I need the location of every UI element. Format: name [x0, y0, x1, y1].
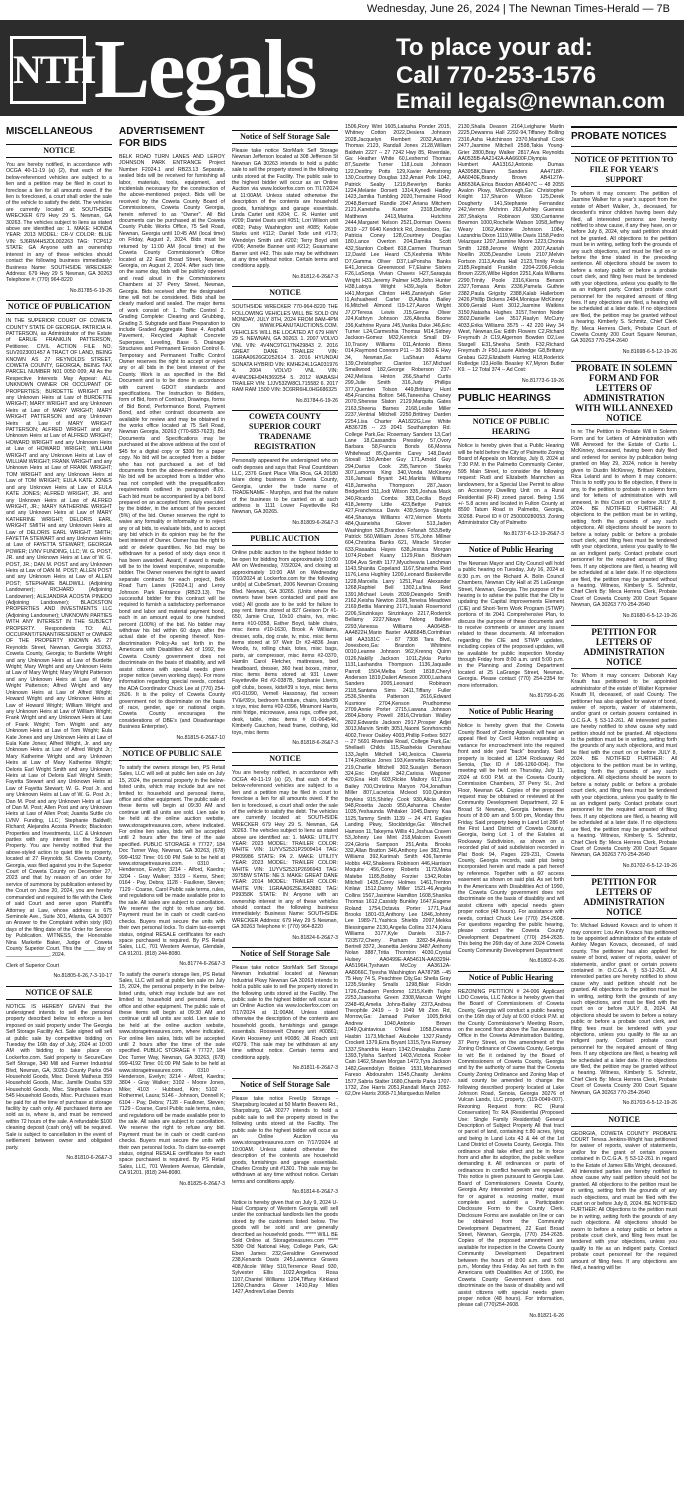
- column-4: [345, 124, 451, 1504]
- notice-body: 2130,Shaila Deason 2164,Leighane Martin 2225,Dewanna Hall 2292-94,Tiffaney Bolling 2316,Asha Hutchinson 2370,Marshall Cook 2477,Jasmine Mitchell 2598,Takia Young-Grier 2800,Bray Walker 2817,Ava Reynolds AA0535B-AA2142A-AA6600F,Olympia Humbert AA1316J,Antonio Dumas AA3958K,Diann Sanders AA4718P- AA6040E,Brandy Brown AB4127A-AB6536A,Erica Braxton AB6407C -- 48 2055 Avalon Pkwy, McDonough,Ga: Christopher Knight 117,Sharon Wilson 125,Derek Dougherty 141,Stephanie Fernandez 242,Vernon Mchrinn 263,Ashley Gueness 287,Shakyra Robinson 930,Carrianne Bowmon 1000,Rochelle Watson 1058,Jeffrey Weary 1062,Antoine Johnson 1084, Lazandria Dixon 1119,Willie Davis 1158,Pedro Velazquez 1207,Jasmine Moore 1223,Chonia Smith 1288,Jerome Wright 2007,Azariah Noellin 2035,Deandre Lewis 2107,Melvin Fortson 2113,Andra Hall 2123,Trinity Poole 2185,Reginald Franklin 2204-2206,Felicia Brown 2226,Wilbe Higdon 2251,Kala Williams 2290,Trinity Poole 2316,Kierra Benson 2327,Tomasa Amis 2336,Pamela Guthrie 2382,Paula Grigsby 2388,Kalab Hallerbom 2426,Phillip Dickens 2484,Monique McKinney 3009,Gerald Hunt 3012,Jasmine Watkins 3150,Natasha Hughes 3157,Trenton Noder 3502,Danielle Lee 3517,Raslyn McCurry 4033,Erika Williams 3575 -- 42 220 Hwy 34 West, Newnan,Ga: Edith Flowers C2,Richard Freymuth Jr C19,Algernon Bowden D2,Lee Stargell E31,Shesha Smith F32,Richard Freymuth Jr F50,Laurie Aldredge G8,Brittany Grabau G22,Elizabeth Harring H18,Roderick Rutledge I23,Hollis Beasley K7,Myron Butler K9. -- 12 Total 374 -- Ad Cost:: [458, 124, 564, 374]
- column-1: [6, 124, 112, 1504]
- notice-title: NOTICE: [6, 144, 112, 158]
- notice-body: Please take notice StorMark Self Storage Newnan Industrial located at Newnan Industrial Pkwy Newnan GA 30263 intends to hold a public sale to sell the property stored in the following units stored at the Facility. The public sale to the highest bidder will occur as an Online Auction via www.lockerfox.com on 7/17/2024 at 11:00AM. Unless stated otherwise the description of the contents are household goods, furnishings and garage essentials. Roosevelt Chaney unit #00861; Kevin Hooseney unit #0086; Jill Roach unit #0279. This sale may be withdrawn at any time without notice. Certain terms and conditions apply.: [232, 965, 338, 1061]
- notice-body: You are hereby notified, in accordance with OCGA 40-11-19 (a) (2), that each of the below-referenced vehicles are subject to a lien and a petition may be filed in court to foreclose a lien for all amounts owed. If the lien is foreclosed, a court shall order the sale of the vehicle to satisfy the debt. The vehicles are currently located at: SOUTHSIDE WRECKER 679 Hwy 29 S. Newnan, GA 30263. The vehicles subject to liens as stated above are identified as: 1. MAKE: HONDA YEAR: 2013 MODEL: CR-V COLOR: BLUE VIN: 5J6RM4H52DL002263 TAG: TCP612 STATE: GA Anyone with an ownership interest in any of these vehicles should contact the following business immediately: Business Name: SOUTHSIDE WRECKER Address: 679 Hwy 29 S Newnan, GA 30263 Telephone #: (770) 964-8220: [6, 162, 112, 284]
- notice-reference-number: No.81825-6-26&7-3: [179, 1180, 225, 1187]
- notice-reference-number: No.81774-6-26&7-3: [179, 961, 225, 968]
- brand-title: Legals: [94, 23, 316, 116]
- notice-reference-number: No.81811-6-26&7-3: [292, 1065, 338, 1072]
- notice-title: Notice of Self Storage Sale: [232, 1078, 338, 1092]
- page-date-line: Wednesday, June 26, 2024 | The Newnan Times-Herald — 7B: [366, 3, 670, 15]
- notice-body: Notice is hereby given that the Coweta County Board of Zoning Appeals will hear an appeal filed by Cecil Hotton requesting a variance for encroachment into the required front and side yard "back" boundary. Said property is located at 1204 Rockaway Rd Senoia, (Tax ID # 186-1260-004). The meeting will be held on Thursday, July 11, 2024 at 6:00 P.M. at the Coweta County Commission Chambers, 37 Perry St., 2nd Floor, Newnan GA. Copies of the proposed request may be obtained or reviewed at the Community Development Department, 22 E Broad St Newnan, Georgia between the hours of 8:00 am and 5:00 pm, Monday thru Friday. Said property being in Land Lot 286 of the First Land District of Coweta County, Georgia, being Lot 1 of the Estates at Rockaway Subdivision, as shown on a recorded plat of said subdivision recorded in Plat Book 94, Pages 229-231, Coweta County, Georgia records, said plat being incorporated herein and made a part hereof by reference. Together with a 60' access easement as shown on said plat. As set forth in the Americans with Disabilities Act of 1990, the Coweta County government does not discriminate on the basis of disability and will assist citizens with special needs given proper notice (48 hours). For assistance with needs, contact Chuck Lee (770) 254-2608. For questions regarding the public hearing, please contact the Coweta County Development Department (770) 254-2635. This being the 26th day of June 2024 Coweta County Community Development Department: [458, 723, 564, 954]
- notice-title: Notice of Public Hearing: [458, 543, 564, 557]
- notice-body: Notice is hereby given that a Public Hearing will be held before the City of Palmetto Zoning Board of Appeals on Monday, July 8, 2024 at 7:30 P.M. in the Palmetto Community Center, 595 Main Street, to consider the following request: Rudi and Elizabeth Mannchen as landowners, for a Special Use Permit to allow an Accessory Dwelling Unit on a Rural Residential (R-R) zoned parcel. Being 1.56 +/- 5.8 acres and located in Fulton County at 8590 Tatum Road in Palmetto, Georgia, 30268. Parcel ID # 07 250000280053. Zoning Administrator City of Palmetto: [458, 443, 564, 527]
- column-6: [571, 124, 677, 1504]
- notice-title: Notice of Public Hearing: [458, 971, 564, 985]
- column-5: [458, 124, 564, 1504]
- notice-reference-number: No.81818-6-26&7-3: [292, 740, 338, 747]
- notice-reference-number: No.81802-6-26: [529, 958, 564, 965]
- notice-title: COWETA COUNTY SUPERIOR COURT TRADENAME REGISTRATION: [232, 410, 338, 454]
- brand-logo: [10, 23, 328, 116]
- notice-body: REZONING PETITION # 24-006 Applicant LDO Coweta, LLC Notice is hereby given that the Board of Commissioners of Coweta County, Georgia will conduct a public hearing on the 16th day of July at 6:00 o'clock P.M. at the County Commissioner's Meeting Room, on the second floor above the Tax Assessors Office in the Coweta Administration Building, 37 Perry Street, on the amendment of the Zoning Ordinance of Coweta County, Georgia to wit: Be it ordained by the Board of Commissioners of Coweta County, Georgia and by the authority of same that the Coweta County Zoning Ordinance and Zoning Map of said county be amended to change the following described property located at Lake Johnson Road, Senoia, Georgia 30276 of Vulcan Lands, LLC property. (119-0049-007). Rezoning Request from: RC (Rural Conservation) To: RA (Residential (Proposed Use: Single Family Residential) General Description of Subject Property All that tract or parcel of land, containing ±.80 acres, lying and being in Land Lots 43 & 44 of the 1st Land District of Coweta County, Georgia. This ordinance shall take effect and be in force from and after its adoption, the public welfare demanding it. All ordinances or parts of ordinances in conflict herewith are repealed. This notice is given pursuant to Georgia Law. Board of Commissioners Coweta County, Georgia Any interested person may appear for or against a rezoning matter, must complete and submit a Participation Disclosure Form to the County Clerk. Disclosure Forms are available on line or can be obtained from the Community Development Department, 22 East Broad Street, Newnan, Georgia, (770) 254-2635. Copies of the proposed amendment are available for inspection in the Coweta County Community Development Department between the hours of 8:00 a.m. and 5:00 p.m., Monday thru Friday. As set forth in the Americans with Disabilities Act of 1990, the Coweta County Government does not discriminate on the basis of disability and will assist citizens with special needs given proper notice (48 hours). For information, please call (770)254-2608.: [458, 988, 564, 1309]
- brand-letters: NTH: [10, 36, 86, 104]
- notice-body: 1506,Rory Wint 1605,Latasha Ponder 2015, Whitney Cotton 2022,Desiera Johnson 2028,Jacquelyn Rembert 2032,Autumn Thomas 2123, Randall Jones 2128,William Baldwin 2227 -- 27 7242 Hwy 85, Riverdale, Ga: Heather White 60,Leshernd Thomas 87,Suzette Turner 118,Louis Johnson 122,Destiny Potts 129,Xavier Armstrong 130,Courtney Douglas 132,Amari Polk 1042, Patrick Seaby 1219,Beverlyn Banks 1224,Melanie Dorsett 1314,Kynedi Hadley 1423,Jamika Tumbling 2020,Tremaine Flood 2048,Bernard Randle 2047,Ariana Mitchem 2121,Kaneisha Kurner 2318,Destiny Matthews 2413,Marina Hutchins 2444,Margaret Nelson 2521,Dorman Owens 2619 --27 6640 Kendrick Rd, Jonesboro, Ga: Patricia Coney 128,Courtney Douglas 180,Lance Overton 204,Damika Scott 432,Stanton Colbert 818,Carmen Thurman 12,David Lee Heard C5,Keshmia White D7,Gamma Oliver D37,LaPonsha Banks E41,Jonecia Greenwood F7,Elaine Sisters F26,LaSonja Vivian Chaves H27,Saraquia Wright H31,Jeremy Palmer H35,John Hunter H38,Latoya Wright H39,Jayla Bolton H41,Morgan Clinton H45,Zaniviyah Grier I1,Ashuaheed Carter I3,Alisha Bailey I6,Mitchell Almond I19-127,Aaron Wright J7,O'Teresa Lewis J15,Genna Oliver J24,Kathryn Johnson J26,Allesha Boone J36,Kathrine Ryans J45,Vanika Duke J46,Eric Turner L24,Carmeshia Thomas M14,Sidney Jackson-Gomez M32,Kenrick Small D9-10,Tracey Williams 011,Antonio Binns 014,Raymond Connors P11 -- 36 3903 E Hwy 34, Newnan,Ga: LaShaun Adams 139,Christopher Clanton 167,Michael Smallwood 182,George Roberson 237-242,Melissa Hinton 266,Sharhd Curtis 299,Julie Smith 316,Judy Phillips 377,Quenten Tolson 449,Brittany Hunt 454,Francina Bolton 546,Taneesha Chaney 2070,Sherese Slaton 2129,Marquita Gates 2163,Sheena Barnes 2168,Leslie Miller 2237,Ventrial Mitchell 2250,Brittney Darden 2254,Lisa Charter AA1822G,Lee White AB3672B -- 23 2041 Southampton Rd. College Park,Ga: Rosemary Sanders 13,Carl Lane 18,Cassandra Pressley 57,Ovory Barbara 58,Francis Bonds 66,Monna Whitehead 85,Quentin Carey 148,David Stovall 150,Amber Guy 171,Arnold Guy 294,Darius Cook 295,Tamron Staeks 307,Lamorris King 340,Vonda McKinney 316,Jamaal Bryant 341,Markita Williams 418,Jamesha Thompson 287,Jason Bridgeford 311,Jodi Wilson 335,Joshua Mack 340,Ricardo Combs 383,Cecilia Boyd 418,Jeremy Little 423,Bettye Patrick 427,Franchesca Davis 439,Sonya Straight 464,Shanaya Williams 472,Vernon Morris 484,Quaneisha Glover 513,Jaden Washington 526,Brandon Fofanah 553,Betty Patrick 560,William Jones 576,John Millner 604,Christina Banks 621, Miracle Strozier 633,Rasaaba Hayes 638,Jessica Morgan 1074,Robert Kuany 1129,Rian Bickham 1094,Ava Smith 1177,Myucheavia Lanchman 1143,Shanita Copeland 1167,Shanetha Reid 1176,Lena Hughley 1200,Leonard Baskerville 1228,Marcella Larry 1251,Paul Alexander 1268,Raphiel Bell 1302,La'tina Reid 1391,Michael Lewis 2039,Deangelo Smith 2162,Keisha Newton 2168,Teneisa Meadows 2169,Bettia Manning 2171,Isaiah Rosemond 2206,Sinzinkayo Sinzinkayo 2217,Roderick Bellamy 2227,Nkaye Ndong Baldee 2293,Vanessa Williams AA0645B-AA4822H,Mario Baxter AA8684B,Corinthian Hill AA3181C -- 87 7308 Tara Blvd, Jonesboro,Ga: Brandon Whitmire 0010,Leanne Johnson 962,Krennq Quinn 0126,Nakilly Jackson 1011,Zykia Parks 1131,Lashandra Thompson 1136,Jaqualle Parrott 1504,Melba Scott 1818,Cheryl Anderson 1819,Daliert Ameson 2000,Lashara Sanders 2005,Leonard Robinson 2118,Santana Sims 2411,Tiffany Fuller 2536,Shenita Patterson 2616,Edward Kusmore 2704,Kenson Prudhomme 2709,Annie Porter 2715,Lawana Johnson 2804,Ebony Powell 2816,Christian Walley 2822,Edwards Jackson 2917,Prosper Adjei 3013,Marvin Smith 3051,Naomi Sonrhoncmb 4002,Trevor Oakley 4003,Phillip Forbes 5027 -- 27 5691 Riverdale Road, College Park,Ga: Shellaeli Childs 115,Rashekia Crenshaw 133,Jaylin Mitchell 140,Jesicca Claveria 174,Rodrikus Jones 193,Kennetta Robertson 219,Charlie Mitchell 302,Susalyn Benson 324,Eric Onyilabi 342,Carissa Wagoner 420,Ena Holt 603,Rickie Mallory 617,Lisa Bailey 700,Christina Maryon 704,Jonathan Miller 807,Lacretcia Mcleod 910,Quinton Boykins 915,Shirley Cook 930,Alicia Allen 948,Rosetta Jacob 950,Ashanna Chester 1035,Yeshaunda Whitaker 1045,Danny Kaa 1125,Tammy Smith 1139 -- 24 471 Eagles Landing Pkwy, Stockbridge,Ga: Winchell Hamson 11,Takeyma Willis 41,Joshua Craven 53,Johnny Lee Mint 218,Malcom Everett 224,Gloria Sampson 251,Anita Brooks 332,Allan Bratton 346,Anthony Lee 382,Irma Williams 392,Karimah Smith 436,Tammie Hobbs 442,Shakeera Robinson 446,Harrison Moquire 456,Corey Roberts 1173,Maka Matebe 1185,Bobby Forzier 1342,Robin Mitchell 1435,Corey Holmes 1461,Trenton Kinlaw 1512,Danny Miller 1521-46,Angela Collins 1567,Jasmine Hamilton 1608,Shanika Thomas 1612,Cassidy Bunkley 1647,Eugene Roland 1754,Octavia Porter 1771,Paul Brooks 1801-03,Anthony Lee 1846,Johnny Lee 1989-71,Yashica Shields 2097,Mekka Blessingame 2130,Angelia Collins 3174,Kiara Williams 3177,Kyle Daniels 318-7-72/3572,Cherry Parham 3282-84,Alesia Bertrell 3372, Jeanettia Jenkins 3487,Anthony Nolan 3887,Tritia Thornton 4030,Crystal Hulsey AA0499E-AA5461N-AA9329H-AA5196H,Tyshawn McCoy AA3612A-AA8066C,Tiyesha Washington AA7879B --45 75 Hwy 74 S, Peachtree City,Ga: Sheila Gray 1235,Stanley Smalls 1298,Blair Ficklin 1726,Chaduen Perdomo 1215,Keith Taylor 2253,Juanesha Green 2308,Marcus Wright 2348-49,Amelia Johns-Bailey 2373,Andrea Theophile 2419 -- 9 1049 Mt Zion Rd, Morrow,Ga: Jamaad Parker 1005,Brikii Andrew 1040,Antonio Brown 1049,Quintavious O'Neal 1058,Deanna Hasbin 1173,Michael Akuboke 1327,Randy Crockett 1379,Ezra Bryant 1315,Tyra Ramsey 1337,Shandria Hearn 1342,Omalajiba Zamir 1393,Tylisha Sanford 1403,Victoria Rooker Cain 1462,Shawn Morgan 1472,Tyra Jackson 1482,Gwendolyn Bolden 1531,Mohammed Fareso Abdourahm 1545,Chasity Jenkins 1577,Sabria Stalter 1680,Chantis Parks 1707-1732, Zoe Harris 2051,Randall March 2052-62,Dre Harris 2068-71,Marquedus Mellon: [345, 124, 451, 1098]
- notice-body: Notice is hereby given that on July 9, 2024 U-Haul Company of Western Georgia will sell under the contractual landlords lien the goods stored by the customers listed below. The goods will be sold and are generally described as household goods. ***** WILL BE Sold Online at Storagetreasures.com ***** 5390 Old National Hwy, College Park, GA: Eben James 232,Geraldine Greenwood 238,Kenards Davis 245,Lawrence Graves 408,Nicole Wiley 510,Terrence Read 930, Sylvester Ellis 1022,Angelica Rosa 1107,Chantel Williams 1204,Tiffany Kirkland 1260,Chandra Glover 1410,Ray Miles 1427,Andrew'Lelae Dennis: [232, 1199, 338, 1296]
- notice-reference-number: No.81703-6-5-12-19-26: [622, 1100, 677, 1107]
- section-heading: PUBLIC HEARINGS: [458, 388, 564, 409]
- notice-body: BELK ROAD TURN LANES AND LEROY JOHNSON PARK ENTRANCE Project Number F2024.1 and RB23.13 Separate, sealed bids will be received for furnishing all labor, materials, tools, equipment, and incidentals necessary for the construction of the above-mentioned project. Bids will be received by the Coweta County Board of Commissioners, Coweta County Georgia, herein referred to as "Owner". All Bid documents can be purchased at the Coweta County Public Works Office, 75 Sell Road, Newnan, Georgia until 10:45 AM (local time) on Friday, August 2, 2024. Bids must be returned by 11:00 AM (local time) at the Coweta County Commissioner's Office located at 22 East Broad Street, Newnan, Georgia, on August 2, 2024. After such time on the same day, bids will be publicly opened and read aloud in the Commissioners Chambers at 37 Perry Street, Newnan, Georgia. Bids received after the designated time will not be considered. Bids shall be clearly marked and sealed. The major items of work consist of: 1. Traffic Control 2. Grading Complete: Clearing and Grubbing, Grading 3. Subgrade and Base Preparation to include Graded Aggregate Base 4. Asphalt Pavement, Recycled Asphalt Concrete Superpave, Leveling, Base 5. Drainage Structures and Permanent Erosion Control 6. Temporary and Permanent Traffic Control Owner reserves the right to accept or reject any or all bids in the best interest of the County. Work is as specified in the Bid Document and is to be done in accordance with current GDOT standards and specifications. The Instruction to Bidders, form of Bid, form of Contract, Drawings, forms of Bid Bond, Performance Bond, Payment Bond, and other contract documents are available for review and may be obtained in the works office located at 75 Sell Road, Newnan Georgia, 30263 (770-683-7623). Bid Documents and Specifications may be purchased at the above address at the cost of $45 for a digital copy or $300 for a paper copy. No bid will be accepted from a bidder who has not purchased a set of bid documents from the above-mentioned office. No bid will be accepted from a bidder who has not complied with the prequalification requirements outlined in paragraph 8.01. Each bid must be accompanied by a bid bond prepared on an accepted form, duly executed by the bidder, in the amount of five percent (5%) of the bid. Owner reserves the right to waive any formality or informality or to reject any or all bids, to evaluate bids, and to accept any bid which in its opinion may be for the best interest of Owner. Owner has the right to add or delete quantities. No bid may be withdrawn for a period of sixty days once it has been awarded. Award, if award is made, will be to the lowest responsive, responsible bidder. The Owner reserves the right to award separate contracts for each project, Belk Road Turn Lanes (F2024.1) and Leroy Johnson Park Entrance (RB23.13). The successful bidder for this contract will be required to furnish a satisfactory performance bond and labor and material payment bond, each in an amount equal to one hundred percent (100%) of the bid. No bidder may withdraw his bid within 60 days after the actual date of the opening thereof. Non-discrimination Policy-As set forth in the Americans with Disabilities Act of 1992, the Coweta County government does not discriminate on the basis of disability, and will assist citizens with special needs given proper notice (seven working days). For more information regarding special needs, contact the ADA Coordinator Chuck Lee at (770) 254-2626. It is the policy of Coweta County government not to discriminate on the basis of race, gender, age or national origin. Coweta County encourages the considerations of DBE's (and Disadvantage Business Enterprise).: [119, 154, 225, 731]
- section-heading: ADVERTISEMENT FOR BIDS: [119, 126, 205, 149]
- notice-title: NOTICE: [232, 752, 338, 766]
- notice-body: To satisfy the owners storage lien, PS Retail Sales, LLC will sell at public lien sale on July 15, 2024, the personal property in the below-listed units, which may include but are not limited to: household and personal items, office and other equipment. The public sale of these items will begin at 09:30 AM and continue until all units are sold. Lien sale to be held at the online auction website, www.storagetreasures.com, where indicated. For online lien sales, bids will be accepted until 2 hours after the time of the sale specified. PUBLIC STORAGE # 77727, 184 Doc Turner Way, Newnan, GA 30263, (678) 999-4192 Time: 01:00 PM Sale to be held at www.storagetreasures.com. 0310 - Henderson, Evelyn; 3214 - Alford, Kaedra; 3204 - Gray Walker; 3319 - Kerns, Sheri; 0164 - Pay, Debra; 1128 - Faulkner, Steven; 7129 - Coarse, Carol Public sale terms, rules, and regulations will be made available prior to the sale. All sales are subject to cancellation. We reserve the right to refuse any bid. Payment must be in cash or credit card-no checks. Buyers must secure the units with their own personal locks. To claim tax-exempt status, original RESALE certificates for each space purchased is required. By PS Retail Sales, LLC, 701 Western Avenue, Glendale, CA 91201. (818) 244-8080.: [119, 764, 225, 957]
- notice-title: NOTICE: [232, 286, 338, 300]
- notice-body: SOUTHSIDE WRECKER 770-964-8220 THE FOLLOWING VEHICLES WILL BE SOLD ON MONDAY, JULY 8TH, 2024 FROM 8AM-4PM ON WWW.PEANUTAUCTIONS.COM. VEHICLES WILL BE LOCATED AT 679 HWY 29 S. NEWNAN, GA 30263. 1. 2007 VOLVO VNL VIN: 4V4NC9TG17N429843 2. 2016 GREAT DANE TRAILER VIN: 1GRAA0626GD252614 3. 2016 HYUNDAI SONATA HYBRID VIN: KMHE24L1GA031976 4. 2004 VOLVO VNL VIN: 4V4NC9EH94N369254 5. 2012 WABASH TRAILER VIN: 1JJV532W8CL715582 6. 2017 RAM RAM 1500 VIN: 3C6RR6HL0HG686325: [232, 304, 338, 394]
- notice-reference-number: No.81702-6-5-12-19-26: [622, 862, 677, 869]
- section-heading: PROBATE NOTICES: [571, 126, 677, 147]
- notice-reference-number: No.81815-6-26&7-10: [176, 734, 225, 741]
- notice-reference-number: No.81809-6-26&7-3: [292, 519, 338, 526]
- notice-title: NOTICE OF PUBLICATION: [6, 300, 112, 314]
- notice-reference-number: No.81773-6-19-26: [521, 377, 564, 384]
- notice-body: Online public auction to the highest bidder to be open for bidding from approximately 10:00 AM on Wednesday, 7/3/2024, and closing at approximately 10:00 AM on Wednesday 7/10/2024 at Lockerfox.com for the following unit(s) at CubeSmart, 2006 Newnan Crossing Blvd. Newnan, GA 30265. (Units where the owners have been contacted and paid are void.) All goods are to be sold for failure to pay rent. Items stored at 827 Greison Dr #1-650, Jamie Cruz, 10x10 chairs, tvs, misc items #10-0358, Esther Boyd, table chairs, misc items #10-1630, Brook A Williams, dresser, sofa, dog crate, tv, misc. misc items items stored at 97 Weir Dr #2-4836 Jean Woods, tv, rolling chair, totes, misc bags, parts, air compressor, misc items #2-0370, Hamlin Carol Fletcher, mattresses, bed headboard, dresser, 360 heat boxes, mirror, misc items items stored at 931 Lower Fayetteville Rd #2-0387B, Stephanie Livers, golf clubs, boxes, kids#39 s toys, misc items #01-01090, Vernell Hassonay, flat screen TV&#39;s, bedroom furniture, chairs, kids#39 s toys, misc items #02-0396, Miramont Harris, mini fridge, microwave, area rugs, coffee pot, desk, table, misc items # 01-06454K, Kimberly Cauchon, head frame, clothing, kid toys, misc items: [232, 550, 338, 736]
- notice-body: GEORGIA, COWETA COUNTY PROBATE COURT Teresa Jenkins-Wright has petitioned for waiver of reports, waiver of statements, and/or for the grant of certain powers contained in O.C.G.A. § 53-12-261 in regard to the Estate of James Ellis Wright, deceased. All interested parties are hereby notified to show cause why said petition should not be granted. All objections to the petition must be in writing, setting forth the grounds of any such objections, and must be filed with the court on or before July 8, 2024. BE NOTIFIED FURTHER: All Objections to the petition must be in writing, setting forth the grounds of any such objections. All objections should be sworn to before a notary public or before a probate court clerk, and filing fees must be tendered with your objections, unless you qualify to file as an indigent party. Contact probate court personnel for the required amount of filing fees. If any objections are filed, a hearing will be: [571, 1130, 677, 1272]
- notice-reference-number: No.81814-6-26&7-3: [292, 1189, 338, 1196]
- notice-body: To: Michael Edward Kovacs and to whom it may concern: Lou Ann Kovacs has petitioned to be appointed administrator of the estate of Ashley Megan Kovacs, deceased, of said county. The petitioner has also applied for waiver of bond, waiver of reports, waiver of statements, and/or grant or certain powers contained in O.C.G.A. § 53-12-261. All interested parties are hereby notified to show cause why said petition should not be granted. All objections to the petition must be in writing, setting forth the grounds of any such objections, and must be filed with the court on or before JULY 8, 2024. All objections should be sworn to before a notary public or before a probate court clerk, and filing fees must be tendered with your objections, unless you qualify to file as an indigent party. Contact probate court personnel for the required amount of filing fees. If any objections are filed, a hearing will be scheduled at a later date. If no objections are filed, the petition may be granted without a hearing. Witness, Kimberly S. Schmitz, Chief Clerk By: Meca Herrera Clerk, Probate Court of Coweta County 200 Court Square Newnan, GA 30263 770-254-2640: [571, 923, 677, 1096]
- notice-body: Personally appeared the undersigned who on oath deposes and says that: Final Countdown LLC, 2376 Grant Place Villa Rica, GA 20180 is/are doing business in Coweta County, Georgia, under the trade name of TRADENAME - Murphys, and that the nature of the business to be carried on at such address is 1111 Lower Fayetteville Rd Newnan, GA 30265.: [232, 458, 338, 516]
- notice-reference-number: No.81810-6-26&7-3: [66, 1154, 112, 1161]
- notice-body: You are hereby notified, in accordance with OCGA 40-11-19 (a) (2), that each of the below-referenced vehicles are subject to a lien and a petition may be filed in court to foreclose a lien for all amounts owed. If the lien is foreclosed, a court shall order the sale of the vehicle to satisfy the debt. The vehicles are currently located at: SOUTHSIDE WRECKER 679 Hwy 29 S. Newnan, GA 30263. The vehicles subject to liens as stated above are identified as: 1. MAKE: UTILITY YEAR: 2023 MODEL: TRAILER COLOR: WHITE VIN: 1UYVS2531P2909414 TAG: PR09986 STATE: PA 2. MAKE: UTILITY YEAR: 2023 MODEL: TRAILER COLOR: WHITE VIN: 1UYVS2531P2696943 TAG: 3975BW STATE: NE 3. MAKE: GREAT DANE YEAR: 2014 MODEL: TRAILER COLOR: WHITE VIN: 1GRAA0625EJ643881 TAG: P99358K STATE: IN Anyone with an ownership interest in any of these vehicles should contact the following business immediately: Business Name: SOUTHSIDE WRECKER Address: 679 Hwy 29 S Newnan, GA 30263 Telephone #: (770) 964-8220: [232, 770, 338, 931]
- notice-reference-number: No.81784-6-19-26: [295, 397, 338, 404]
- notice-reference-number: No.81821-6-26: [529, 1312, 564, 1319]
- notice-title: NOTICE OF PUBLIC HEARING: [458, 415, 564, 439]
- notice-reference-number: No.81799-6-26: [529, 693, 564, 700]
- notice-reference-number: No.81737-6-12-19-26&7-3: [503, 530, 564, 537]
- notice-title: PUBLIC AUCTION: [232, 532, 338, 546]
- place-ad-phone[interactable]: Call 770-253-1576: [396, 62, 597, 89]
- notice-title: Notice of Self Storage Sale: [232, 947, 338, 961]
- notice-reference-number: No.81785-6-19-26: [69, 287, 112, 294]
- section-heading: MISCELLANEOUS: [6, 126, 93, 137]
- notice-body: To whom it may concern: The petition of Jasmine Walker for a year's support from the estate of Albert Walker, Jr., deceased, for decedent's minor children having been duly filed, all interested persons are hereby notified to show cause, if any they have, on or before July 8, 2024, why said petition should not be granted. All objections to the petition must be in writing, setting forth the grounds of any such objections, and must be filed on or before the time stated in the preceding sentence. All objections should be sworn to before a notary public or before a probate court clerk, and filing fees must be tendered with your objections, unless you qualify to file as an indigent party. Contact probate court personnel for the required amount of filing fees. If any objections are filed, a hearing will be scheduled at a later date. If no objections are filed, the petition may be granted without a hearing. Kimberly S. Schmitz, Chief Clerk By: Meca Herrera Clerk, Probate Court of Coweta County 200 Court Square Newnan, GA 30263 770-254-2640: [571, 191, 677, 345]
- notice-body: Please take notice StorMark Self Storage Newnan Jefferson located at 308 Jefferson St Newnan GA 30263 intends to hold a public sale to sell the property stored in the following units stored at the Facility. The public sale to the highest bidder will occur as an Online Auction via www.lockerfox.com on 7/17/2024 at 11:00AM. Unless stated otherwise the description of the contents are household goods, furnishings and garage essentials. Linda Carter unit #204; C. R. Hunter unit #209; Daniel Davis unit #051; Lori Wilson unit #082; Patsy Washington unit #085; Kelsie Starks unit #112; Daniel Tode unit #173; Wendolyn Smith unit #202; Terry Boyd unit #206; Annette Banner unit #212; Guasmane Barner unit #42. This sale may be withdrawn at any time without notice. Certain terms and conditions apply.: [232, 148, 338, 270]
- notice-body: IN THE SUPERIOR COURT OF COWETA COUNTY STATE OF GEORGIA. PATRICIA H. PATTERSON, as Administrator of the Estate of EARLIE FRANKLIN PATTERSON, Petitioner. CIVIL ACTION FILE NO. SUV2023001457 A TRACT OF LAND, BEING KNOWN AS 27 REYNOLDS STREET, COWETA COUNTY, GEORGIA, BEING TAX PARCEL NUMBER N01 0050 009; All As the Respective Interests May Appear: ALL UNKNOWN OWNER OR OCCUPANT OF PROPERTIES; BURDETTE WRIGHT and any Unknown Heirs at Law of BURDETTE WRIGHT; MARY WRIGHT and any Unknown Heirs at Law of MARY WRIGHT; MARY WRIGHT PATTERSON and any Unknown Heirs at Law of MARY WRIGHT PATTERSON; ALFRED WRIGHT and any Unknown Heirs at Law of ALFRED WRIGHT; HOWARD WRIGHT and any Unknown Heirs at Law of HOWARD WRIGHT; WILLIAM WRIGHT and any Unknown Heirs at Law of WILLIAM WRIGHT; FRANK WRIGHT and any Unknown Heirs at Law of FRANK WRIGHT; TOM WRIGHT and any Unknown Heirs at Law of TOM WRIGHT; EULA KATE JONES and any Unknown Heirs at Law of EULA KATE JONES; ALFRED WRIGHT, JR. and any Unknown Heirs at Law of ALFRED WRIGHT, JR.; MARY KATHERINE WRIGHT and any Unknown Heirs at Law of MARY KATHERINE WRIGHT; DELORIS EARL WRIGHT SMITH and any Unknown Heirs at Law of DELORIS EARL WRIGHT SMITH; FAYETTA STEWART and any Unknown Heirs at Law of FAYETTA STEWART; GEORGIA POWER; LVNV FUNDING, LLC; W. G. POST, JR. and any Unknown Heirs at Law of W. G. POST, JR.; DAN M. POST and any Unknown Heirs at Law of DAN M. POST; ALLEN POST and any Unknown Heirs at Law of ALLEN POST; STEPHANIE BALDWILL (Adjoining Landowner); RICHARD (Adjoining Landowner); ALEJANDRA ACOSTA PINEDO (Adjoining Landowner); BLACKSTON PROPERTIES AND INVESTMENTS LLC (Adjoining Landowner); UNKNOWN PARTIES WITH ANY INTEREST IN THE SUBJECT PROPERTY. Respondents TO: ALL OCCUPANT/TENANT/RESIDENT or OWNER OF THE PROPERTY KNOWN AS 27 Reynolds Street, Newnan, Georgia 30263, Coweta County, Georgia; to Burdette Wright and any Unknown Heirs at Law of Burdette Wright; Mary Wright and any Unknown Heirs at Law of Mary Wright; Mary Wright Patterson and any Unknown Heirs at Law of Mary Wright Patterson; Alfred Wright and any Unknown Heirs at Law of Alfred Wright; Howard Wright and any Unknown Heirs at Law of Howard Wright; William Wright and any Unknown Heirs at Law of William Wright; Frank Wright and any Unknown Heirs at Law of Frank Wright; Tom Wright and any Unknown Heirs at Law of Tom Wright; Eula Kate Jones and any Unknown Heirs at Law of Eula Kate Jones; Alfred Wright, Jr. and any Unknown Heirs at Law of Alfred Wright Jr.; Mary Katherine Wright and any Unknown Heirs at Law of Mary Katherine Wright; Deloris Earl Wright Smith and any Unknown Heirs at Law of Deloris Earl Wright Smith; Fayetta Stewart and any Unknown Heirs at Law of Fayetta Stewart; W. G. Post Jr. and any Unknown Heirs at Law of W. G. Post Jr.; Dan M. Post and any Unknown Heirs at Law of Dan M. Post; Allen Post and any Unknown Heirs at Law of Allen Post; Juanita Suttle c/o LVNV Funding, LLC; Stephanie Baldwill; Richard; Alejandra Acosta Pinedo; Blackston Properties and Investments, LLC & Unknown parties with any interest in the Subject Property. You are hereby notified that the above-styled action to quiet title to property, located at 27 Reynolds St. Coweta County, Georgia, was filed against you in the Superior Court of Coweta County on December 27, 2023 and that by reason of an order for service of summons by publication entered by the Court on June 20, 2024, you are hereby commanded and required to file with the Clerk of said Court and serve upon Plaintiff's Attorney at Law, whose address is 675 Seminole Ave., Suite 301, Atlanta, GA 30307 an Answer to the Complaint within sixty (60) days of the filing date of the Order for Service by Publication. WITNESS, the Honorable Nina Markette Baker, Judge of Coweta County Superior Court. This the ____ day of _______________, 2024.: [6, 318, 112, 959]
- place-ad-email[interactable]: Email legals@newnan.com: [396, 90, 666, 113]
- place-ad-heading: To place your ad:: [396, 34, 593, 61]
- notice-title: PETITION FOR LETTERS OF ADMINISTRATION NOTICE: [571, 875, 677, 919]
- notice-reference-number: No.81698-6-5-12-19-26: [622, 348, 677, 355]
- notice-title: PETITION FOR LETTERS OF ADMINISTRATION NOTICE: [571, 625, 677, 669]
- column-2: [119, 124, 225, 1504]
- column-3: [232, 124, 338, 1504]
- notice-title: NOTICE: [571, 1113, 677, 1127]
- notice-reference-number: No.81824-6-26&7-3: [292, 934, 338, 941]
- notice-reference-number: No.81680-6-5-12-19-26: [622, 612, 677, 619]
- notice-title: Notice of Self Storage Sale: [232, 130, 338, 144]
- masthead: [0, 20, 684, 116]
- notice-body: NOTICE IS HEREBY GIVEN that the undersigned intends to sell the personal property described below to enforce a lien imposed on said property under The Georgia Self Storage Facility Act. Sale signed will sell at public sale by competitive bidding on Tuesday the 16th day of July, 2024 at 10:00 AM with bidding to take place on Lockerfox.com. Said property is SecureCare Self Storage, 340 Mill and Farmer Industrial Blvd, Newnan, GA, 30263 County Parks 054 Household Goods, Misc. Derek Matheus 359 Household Goods, Misc. Jamille Ossiba 539 Household Goods, Misc. Stephanie Calhoun 545 Household Goods, Misc. Purchases must be paid for at the time of purchase at storage facility by cash only. All purchased items are sold as is, where is, and must be removed within 72 hours of the sale. A refundable $100 cleaning deposit (cash only) will be required. Sale is subject to cancellation in the event of settlement between owner and obligated party.: [6, 1003, 112, 1151]
- notice-title: Notice of Public Hearing: [458, 705, 564, 719]
- notice-body: Clerk of Superior Court: [6, 962, 60, 969]
- notice-title: NOTICE OF SALE: [6, 986, 112, 1000]
- notice-reference-number: No.81812-6-26&7-3: [292, 273, 338, 280]
- notice-title: NOTICE OF PUBLIC SALE: [119, 747, 225, 761]
- page-top-strip: [0, 0, 684, 20]
- notice-body: To: Whom it may concern: Deborah Kay Krauth has petitioned to be appointed administrator of the estate of Walter Kopmeier Krauth III, deceased, of said County. The petitioner has also applied for waiver of bond, waiver of reports, waiver of statements, and/or grant or certain powers contained in O.C.G.A. § 53-12-261. All interested parties are hereby notified to show cause why said petition should not be granted. All objections to the petition must be in writing, setting forth the grounds of any such objections, and must be filed with the court on or before JULY 8, 2024. BE NOTIFIED FURTHER: All objections to the petition must be in writing, setting forth the grounds of any such objections. All objections should be sworn to before a notary public or before a probate court clerk, and filing fees must be tendered with your objections, unless you qualify to file as an indigent party. Contact probate court personnel for the required amount of filing fees. If any objections are filed, a hearing will be scheduled at a later date. If no objections are filed, the petition may be granted without a hearing. Witness, Kimberly S. Schmitz, Chief Clerk By: Meca Herrera Clerk, Probate Court of Coweta County 200 Court Square Newnan, GA 30263 770-254-2640: [571, 672, 677, 859]
- notice-body: Please take notice FreeUp Storage - Sharpsburg located at 50 Martin Beavers Rd., Sharpsburg, GA 30277 intends to hold a public sale to sell the property stored in the following units stored at the Facility. The public sale to the highest bidder will occur as an Online Auction via www.storagetreasures.com on 7/17/2024 at 10:00AM. Unless stated otherwise the description of the contents are household goods, furnishings and garage essentials. Charles Crosby unit #1301. This sale may be withdrawn at any time without notice. Certain terms and conditions apply.: [232, 1095, 338, 1185]
- notice-title: PROBATE IN SOLEMN FORM AND FOR LETTERS OF ADMINISTRATION WITH WILL ANNEXED NOTICE: [571, 361, 677, 425]
- legal-notices-area: [6, 124, 678, 1504]
- notice-body: To satisfy the owner's storage lien, PS Retail Sales, LLC will sell at public lien sale on July 15, 2024, the personal property in the below-listed units, which may include but are not limited to: household and personal items, office and other equipment. The public sale of these items will begin at 09:30 AM and continue until all units are sold. Lien sale to be held at the online auction website, www.storagetreasures.com, where indicated. For online lien sales, bids will be accepted until 2 hours after the time of the sale specified. PUBLIC STORAGE # 77727, 184 Doc Turner Way, Newnan, GA 30263, (678) 999-4192 Time: 01:00 PM Sale to be held at www.storagetreasures.com. 0310 - Henderson, Evelyn; 3214 - Alford, Kaedra; 3804 - Gray Walker; 3102 - Moore Jones, Mike; 4103 - Hubbard, Kim; 5102 - Rothermel, Laura; 5146 - Johnson, Donnell K; 6104 - Pay, Debra; 7128 - Faulkner, Steven; 7129 - Coarse, Carol Public sale terms, rules, and regulations will be made available prior to the sale. All sales are subject to cancellation. We reserve the right to refuse any bid. Payment must be in cash or credit card-no checks. Buyers must secure the units with their own personal locks. To claim tax-exempt status, original RESALE certificates for each space purchased is required. By PS Retail Sales, LLC, 701 Western Avenue, Glendale, CA 91201. (818) 244-8080.: [119, 971, 225, 1177]
- notice-body: The Newnan Mayor and City Council will hold a public hearing on Tuesday, July 16, 2024 at 6:30 p.m. on the Richard A. Bolin Council Chambers, Newnan City Hall at 25 LaGrange Street, Newnan, Georgia. The purpose of the hearing is to advise the public that the City is updating the Capital Improvements Element (CIE) and Short-Term Work Program (STWP) portions of its 2041 Comprehensive Plan, to discuss the purpose of these documents and to receive comments or answer any issues related to these documents. All information regarding the CIE and STWP updates, including copies of the proposed updates, will be available for public inspection Monday through Friday from 8:00 a.m. until 5:00 p.m. in the Planning and Zoning Department located at 25 LaGrange Street, Newnan, Georgia. Please contact (770) 254-2354 for more information.: [458, 560, 564, 689]
- notice-body: In re: The Petition to Probate Will in Solemn Form and for Letters of Administration with Will Annexed for the Estate of Curtis L. McKinney, deceased, having been duly filed and ordered for service by publication being granted on May 29, 2024, notice is hereby given to Dustin McKinney, Brittani Robbins, Rica Leland and to whom it may concern: This is to notify you to file objection, if there is any, to the petition to probate in solemn form and for letters of administration with will annexed, in this Court on or before JULY 8, 2024. BE NOTIFIED FURTHER: All objections to the petition must be in writing, setting forth the grounds of any such objections. All objections should be sworn to before a notary public or before a probate court clerk, and filing fees must be tendered with your objections, unless you qualify to file as an indigent party. Contact probate court personnel for the required amount of filing fees. If any objections are filed, a hearing will be scheduled at a later date. If no objections are filed, the petition may be granted without a hearing. Witness, Kimberly S. Schmitz, Chief Clerk By: Meca Herrera Clerk, Probate Court of Coweta County 200 Court Square Newnan, GA 30263 770-254-2640: [571, 429, 677, 609]
- place-ad-info: [396, 34, 666, 114]
- notice-reference-number: No.81805-6-26,7-3-10-17: [53, 973, 112, 980]
- notice-title: NOTICE OF PETITION TO FILE FOR YEAR'S SUPPORT: [571, 153, 677, 187]
